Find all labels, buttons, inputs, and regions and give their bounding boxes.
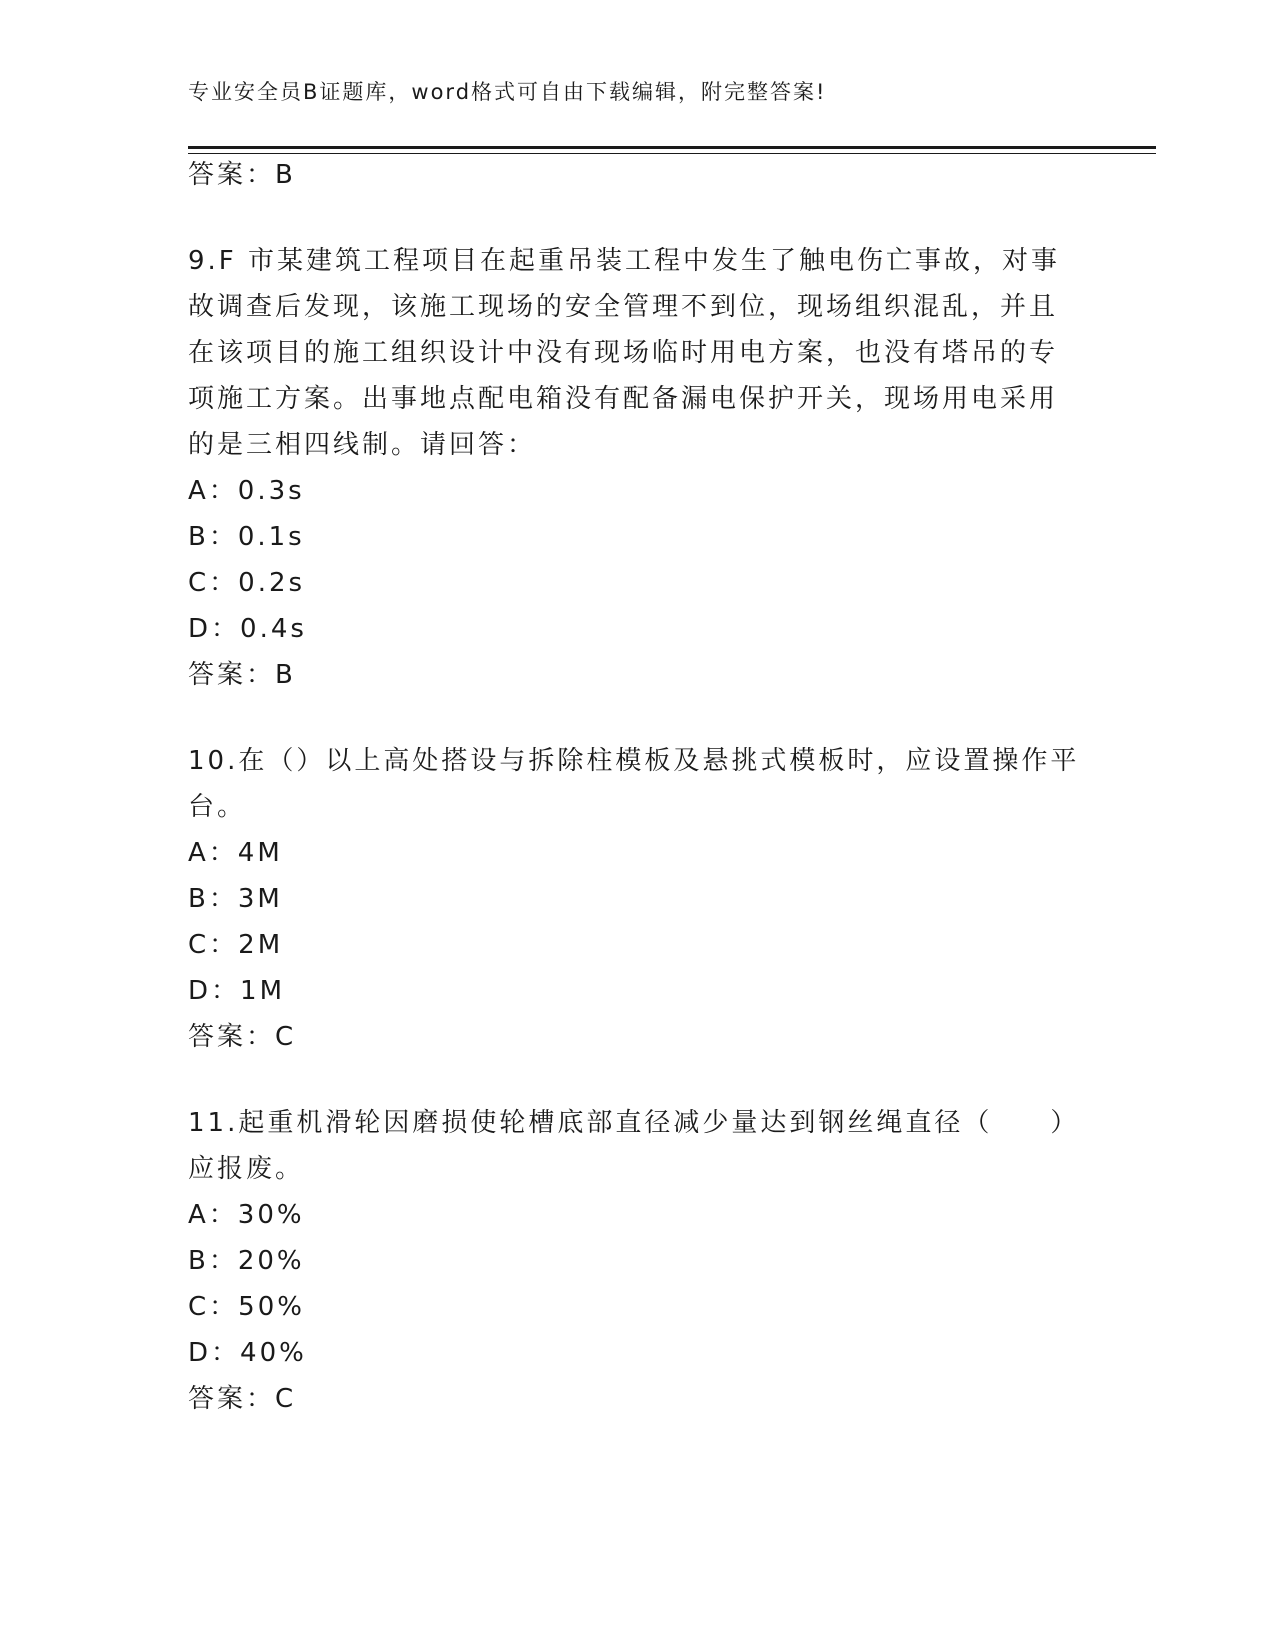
question-line: 11.起重机滑轮因磨损使轮槽底部直径减少量达到钢丝绳直径（ ） <box>188 1108 1080 1138</box>
question-line: 台。 <box>188 792 247 822</box>
page-header: 专业安全员B证题库，word格式可自由下载编辑，附完整答案! <box>188 80 827 104</box>
question-line: 故调查后发现，该施工现场的安全管理不到位，现场组织混乱，并且 <box>188 292 1059 322</box>
option-a: A：0.3s <box>188 476 305 506</box>
option-d: D：0.4s <box>188 614 307 644</box>
option-d: D：40% <box>188 1338 307 1368</box>
question-10 <box>188 738 1088 1060</box>
option-b: B：3M <box>188 884 283 914</box>
question-line: 在该项目的施工组织设计中没有现场临时用电方案，也没有塔吊的专 <box>188 338 1059 368</box>
option-c: C：0.2s <box>188 568 306 598</box>
question-9 <box>188 238 1088 698</box>
question-11 <box>188 1100 1088 1422</box>
option-d: D：1M <box>188 976 285 1006</box>
answer: 答案：B <box>188 660 296 690</box>
option-b: B：0.1s <box>188 522 305 552</box>
option-c: C：2M <box>188 930 284 960</box>
question-line: 的是三相四线制。请回答： <box>188 430 537 460</box>
question-line: 项施工方案。出事地点配电箱没有配备漏电保护开关，现场用电采用 <box>188 384 1059 414</box>
answer: 答案：C <box>188 1384 297 1414</box>
option-b: B：20% <box>188 1246 305 1276</box>
option-a: A：30% <box>188 1200 305 1230</box>
answer: 答案：C <box>188 1022 297 1052</box>
previous-answer: 答案：B <box>188 160 296 190</box>
option-c: C：50% <box>188 1292 305 1322</box>
question-line: 应报废。 <box>188 1154 305 1184</box>
question-line: 9.F 市某建筑工程项目在起重吊装工程中发生了触电伤亡事故，对事 <box>188 246 1061 276</box>
option-a: A：4M <box>188 838 283 868</box>
question-line: 10.在（）以上高处搭设与拆除柱模板及悬挑式模板时，应设置操作平 <box>188 746 1080 776</box>
question-content <box>188 152 1088 1422</box>
